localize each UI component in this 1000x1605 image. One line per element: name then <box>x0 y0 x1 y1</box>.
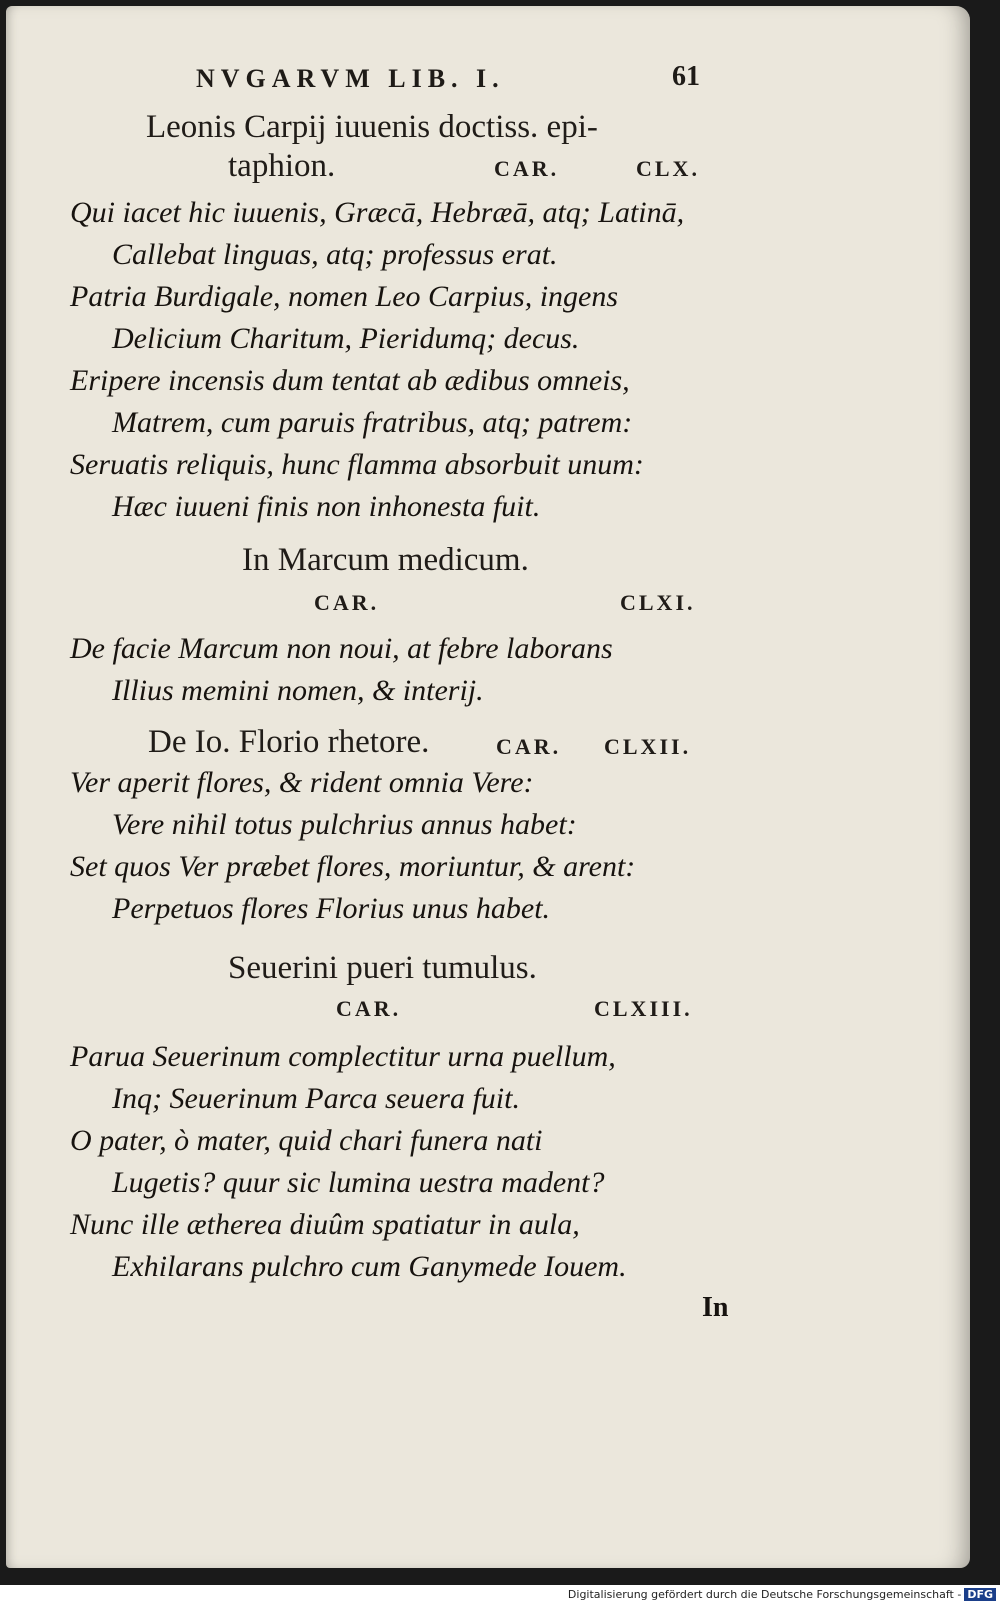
poem-title: Seuerini pueri tumulus. <box>228 950 537 986</box>
carmen-label: CAR. <box>494 156 560 181</box>
dfg-logo: DFG <box>964 1588 996 1601</box>
poem-title: In Marcum medicum. <box>242 542 529 578</box>
verse-line: Seruatis reliquis, hunc flamma absorbuit unum: <box>70 448 644 481</box>
book-page <box>6 6 970 1568</box>
page-number: 61 <box>672 61 700 92</box>
digitization-credit <box>0 1585 1000 1605</box>
verse-line: Parua Seuerinum complectitur urna puellum, <box>70 1040 616 1073</box>
carmen-label: CAR. <box>496 734 562 759</box>
carmen-label: CAR. <box>336 996 402 1021</box>
verse-line: Matrem, cum paruis fratribus, atq; patrem: <box>112 406 633 439</box>
verse-line: Qui iacet hic iuuenis, Græcā, Hebræā, atq; Latinā, <box>70 196 685 229</box>
verse-line: O pater, ò mater, quid chari funera nati <box>70 1124 543 1157</box>
carmen-number: CLXII. <box>604 734 692 759</box>
verse-line: Illius memini nomen, & interij. <box>112 674 484 707</box>
verse-line: Exhilarans pulchro cum Ganymede Iouem. <box>112 1250 627 1283</box>
poem-title: Leonis Carpij iuuenis doctiss. epi- <box>146 109 598 145</box>
carmen-number: CLXI. <box>620 590 696 615</box>
verse-line: Set quos Ver præbet flores, moriuntur, & arent: <box>70 850 636 883</box>
poem-title: De Io. Florio rhetore. <box>148 724 430 760</box>
verse-line: Perpetuos flores Florius unus habet. <box>112 892 551 925</box>
verse-line: Ver aperit flores, & rident omnia Vere: <box>70 766 534 799</box>
running-head: NVGARVM LIB. I. <box>196 64 505 93</box>
verse-line: Lugetis? quur sic lumina uestra madent? <box>112 1166 605 1199</box>
carmen-number: CLX. <box>636 156 700 181</box>
verse-line: Hæc iuueni finis non inhonesta fuit. <box>112 490 541 523</box>
carmen-number: CLXIII. <box>594 996 693 1021</box>
credit-text: Digitalisierung gefördert durch die Deutsche Forschungsgemeinschaft - <box>567 1588 962 1601</box>
poem-title: taphion. <box>228 148 336 184</box>
verse-line: De facie Marcum non noui, at febre laborans <box>70 632 613 665</box>
verse-line: Eripere incensis dum tentat ab ædibus omneis, <box>70 364 630 397</box>
verse-line: Patria Burdigale, nomen Leo Carpius, ingens <box>70 280 619 313</box>
verse-line: Nunc ille ætherea diuûm spatiatur in aula, <box>70 1208 580 1241</box>
carmen-label: CAR. <box>314 590 380 615</box>
catchword: In <box>702 1292 729 1323</box>
verse-line: Inq; Seuerinum Parca seuera fuit. <box>112 1082 520 1115</box>
verse-line: Delicium Charitum, Pieridumq; decus. <box>112 322 580 355</box>
verse-line: Callebat linguas, atq; professus erat. <box>112 238 558 271</box>
verse-line: Vere nihil totus pulchrius annus habet: <box>112 808 577 841</box>
